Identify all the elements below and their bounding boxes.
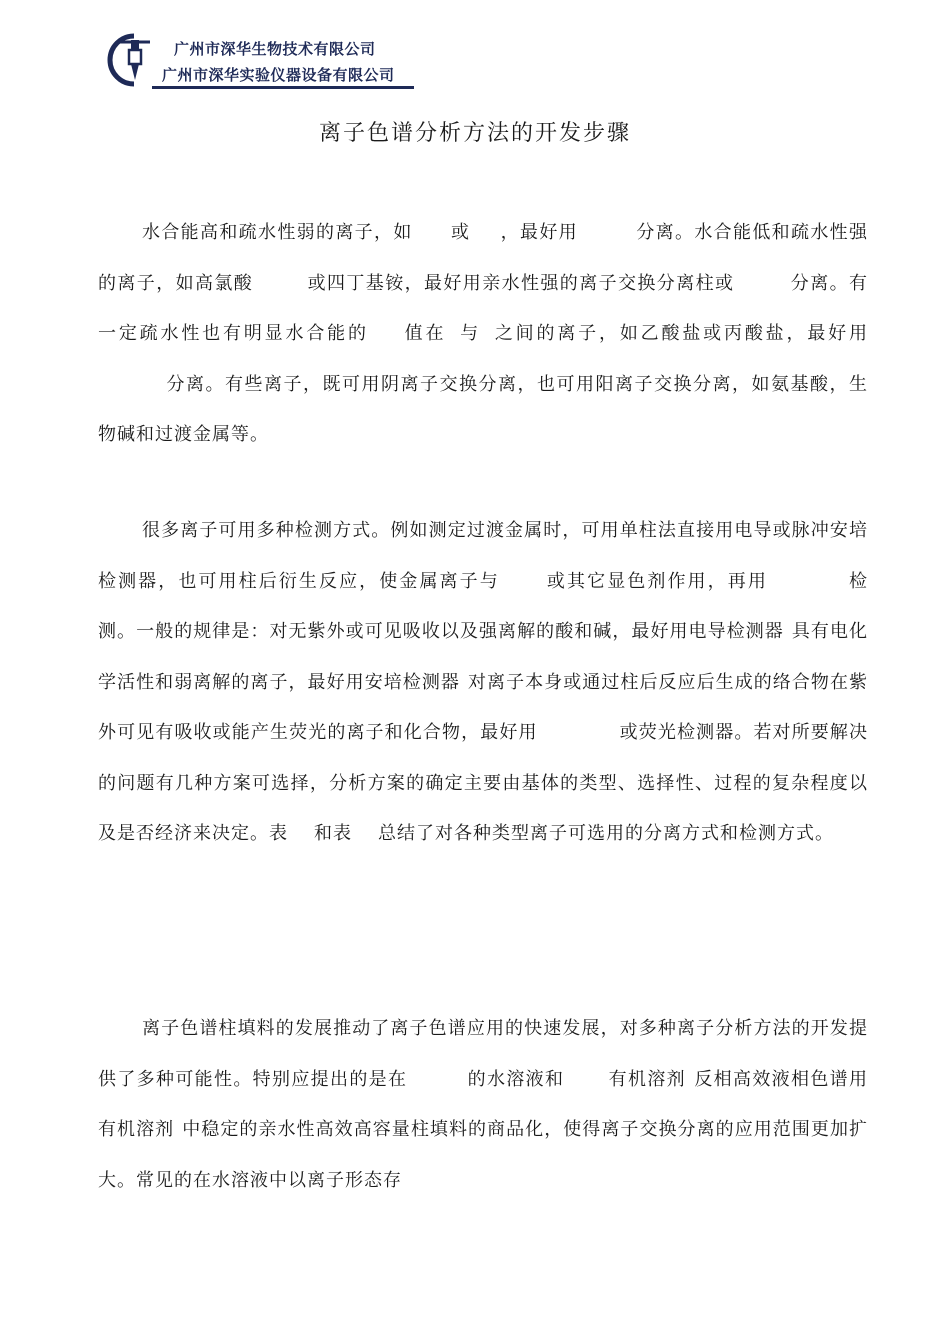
paragraph-text: 分离。水合能低和疏水性强的离子，如高氯酸 [98,222,869,294]
paragraph-3 [98,1004,868,1206]
company-name-2: 广州市深华实验仪器设备有限公司 [162,66,395,84]
paragraph-text: 或荧光检测器。若对所要解决的问题有几种方案可选择，分析方案的确定主要由基体的类型、选择性、过程的复杂程度以及是否经济来决定。表 [98,722,869,844]
document-title: 离子色谱分析方法的开发步骤 [318,121,631,146]
paragraph-text: 或 [450,222,471,243]
paragraph-1 [98,208,868,461]
paragraph-2 [98,506,868,860]
paragraph-text: 分离。有一定疏水性也有明显水合能的 [98,272,869,344]
paragraph-text: 的水溶液和 [467,1068,565,1090]
paragraph-text: 对离子本身或通过柱后反应后生成的络合物在紫外可见有吸收或能产生荧光的离子和化合物，最好用 [98,671,869,743]
paragraph-text: 检测。一般的规律是：对无紫外或可见吸收以及强离解的酸和碱，最好用电导检测器 [98,570,869,642]
paragraph-text: 有机溶剂 [608,1068,687,1090]
company-name-1: 广州市深华生物技术有限公司 [174,40,376,58]
paragraph-text: 中稳定的亲水性高效高容量柱填料的商品化，使得离子交换分离的应用范围更加扩大。常见的在水溶液中以离子形态存 [98,1119,868,1191]
header-underline [152,86,414,89]
paragraph-text: 水合能高和疏水性弱的离子，如 [142,222,413,243]
pipette-logo-icon [104,30,164,90]
paragraph-text: ，最好用 [500,222,579,243]
paragraph-text: 离子色谱柱填料的发展推动了离子色谱应用的快速发展，对多种离子分析方法的开发提供了多种可能性。特别应提出的是在 [98,1018,868,1090]
paragraph-text: 反相高效液相色谱用有机溶剂 [98,1068,869,1140]
paragraph-text: 很多离子可用多种检测方式。例如测定过渡金属时，可用单柱法直接用电导或脉冲安培检测器，也可用柱后衍生反应，使金属离子与 [98,520,868,592]
paragraph-text: 值在 [402,323,447,344]
letterhead [104,30,424,90]
paragraph-text: 或四丁基铵，最好用亲水性强的离子交换分离柱或 [307,272,735,294]
paragraph-text: 总结了对各种类型离子可选用的分离方式和检测方式。 [378,823,834,844]
paragraph-text: 之间的离子，如乙酸盐或丙酸盐，最好用 [493,323,869,344]
paragraph-text: 分离。有些离子，既可用阴离子交换分离，也可用阳离子交换分离，如氨基酸，生物碱和过渡金属等。 [98,373,868,445]
paragraph-text: 和表 [314,823,352,844]
paragraph-text: 具有电化学活性和弱离解的离子，最好用安培检测器 [98,621,868,693]
paragraph-text: 与 [458,323,482,344]
paragraph-text: 或其它显色剂作用，再用 [545,570,768,592]
